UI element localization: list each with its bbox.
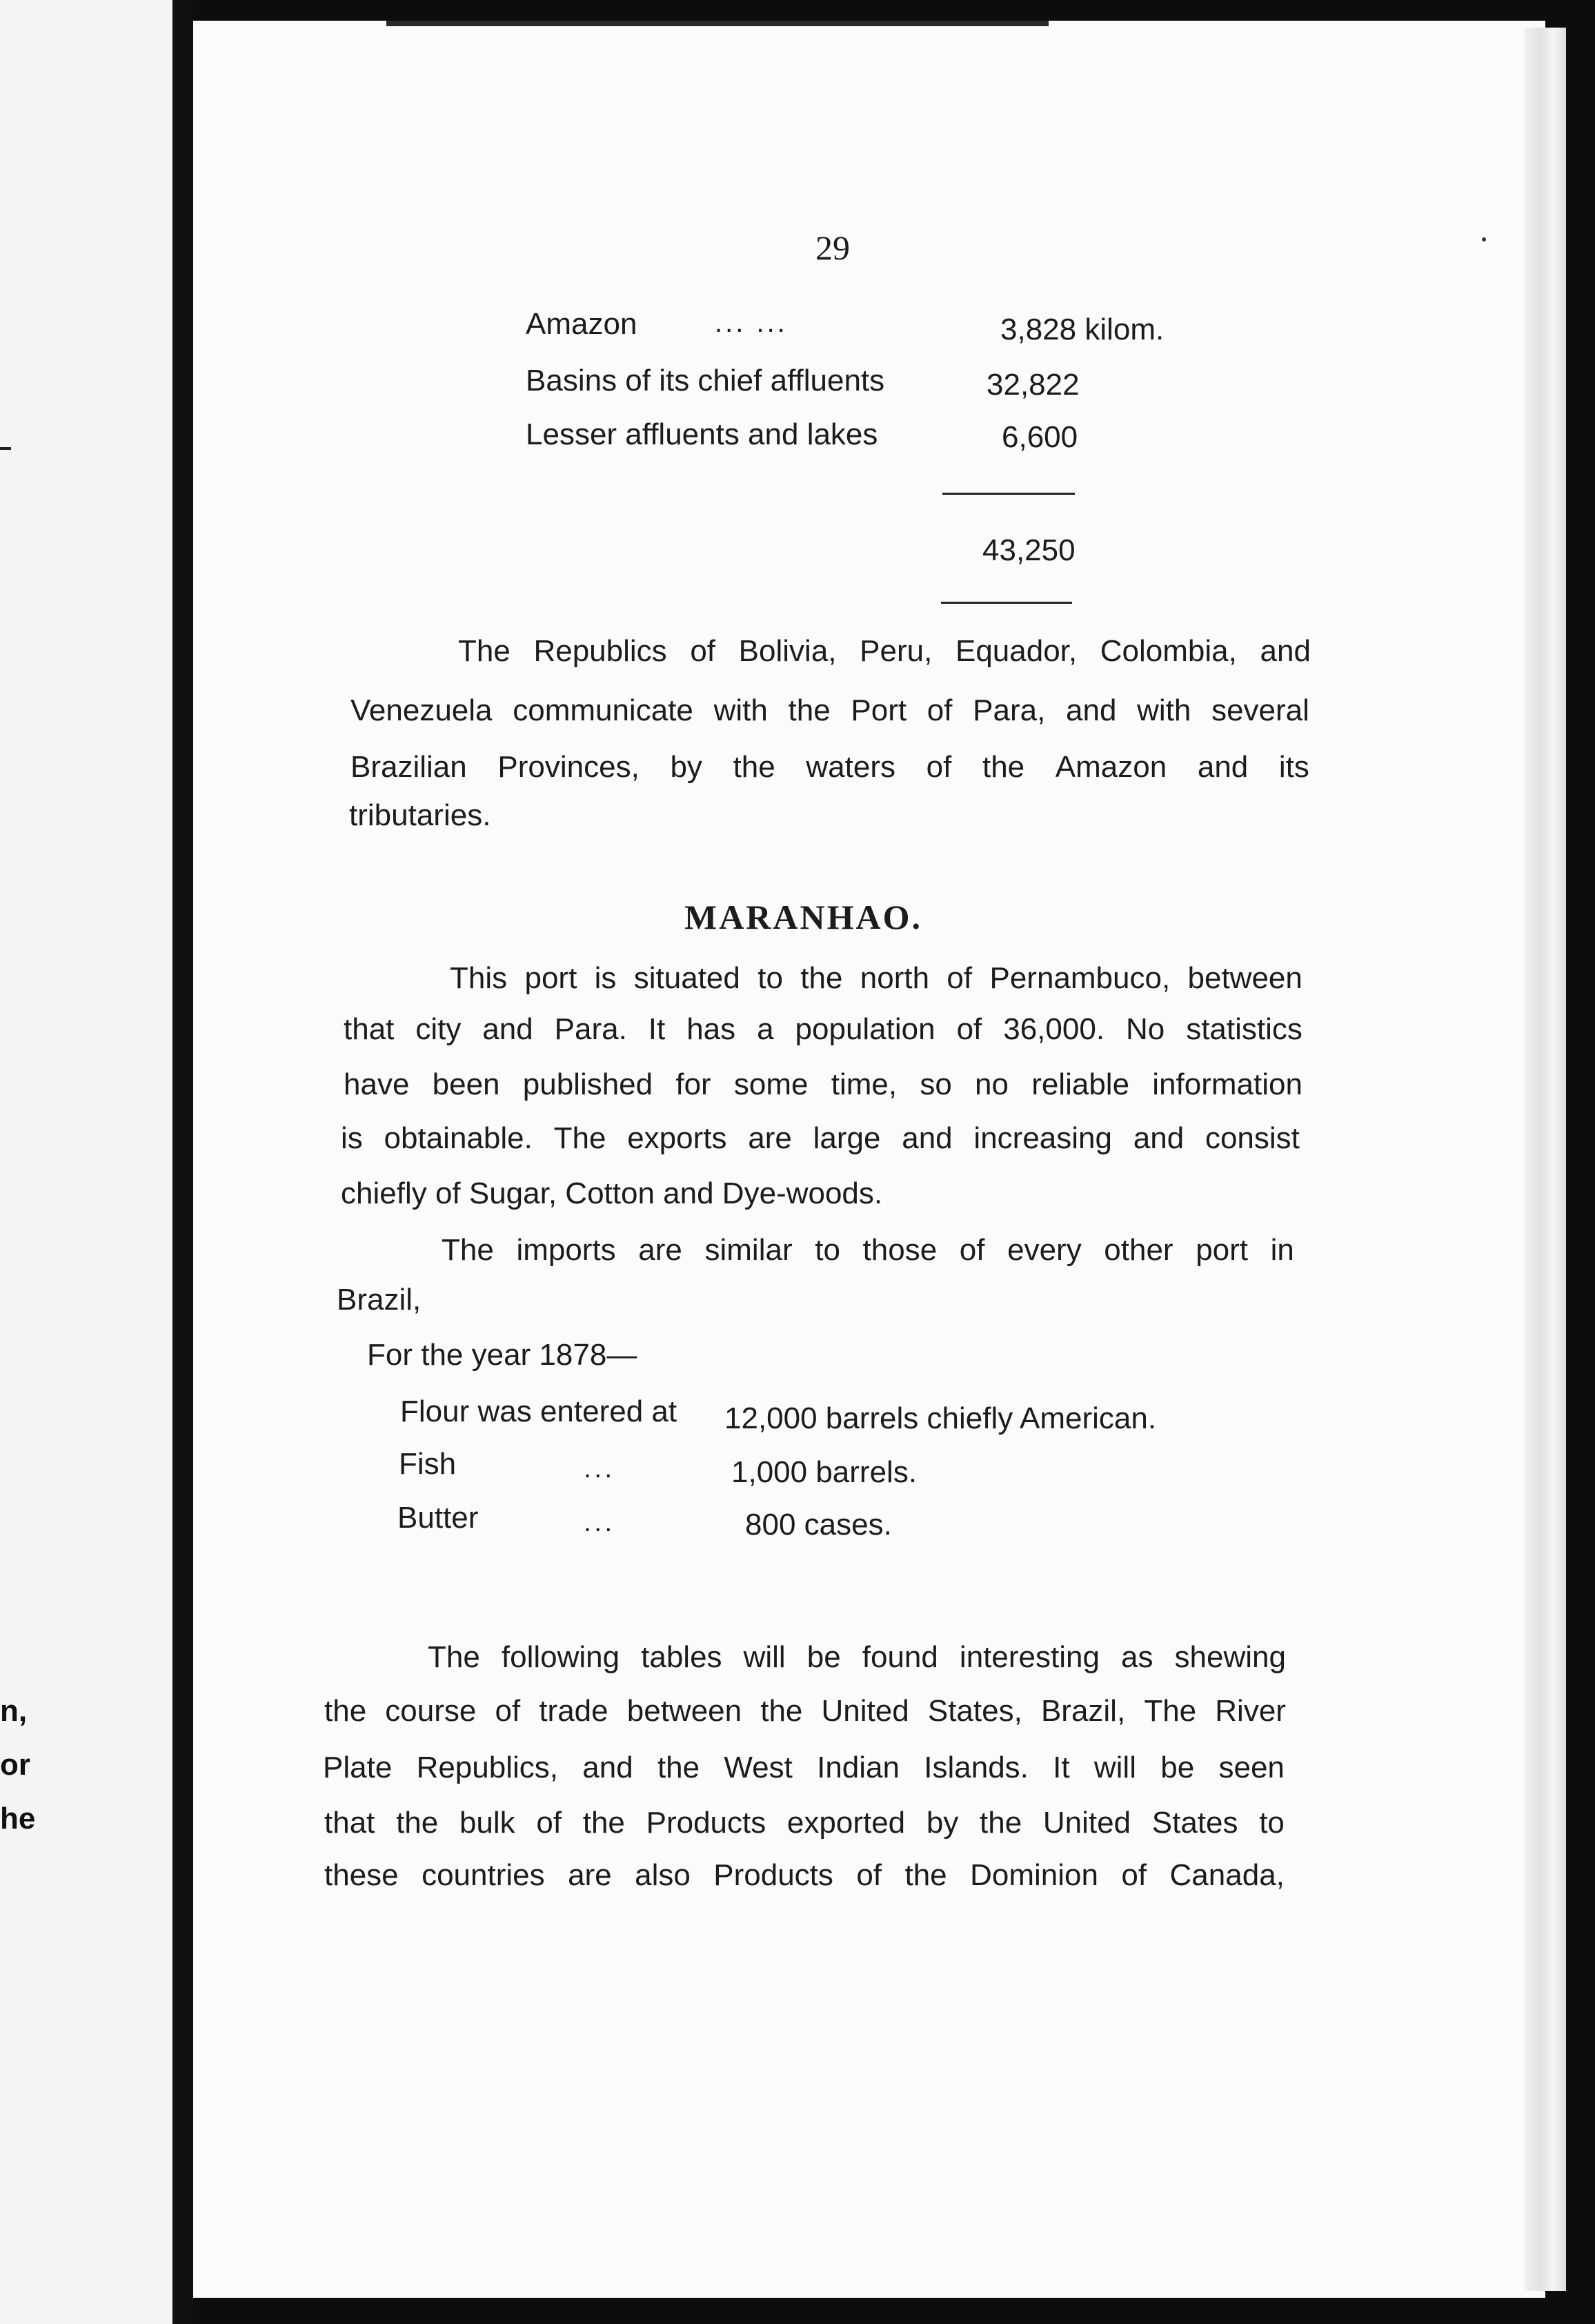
imports-row-label: Flour was entered at [400,1395,677,1428]
imports-row-dots: ... [584,1453,615,1484]
word: exports [627,1121,727,1155]
word: north [860,961,930,995]
facing-page-fragment: or [0,1748,30,1782]
word: Brazil, [1040,1694,1126,1728]
word: of [926,750,952,784]
word: the [324,1694,367,1728]
text-line: Brazil, [337,1283,422,1317]
basins-row-label: Lesser affluents and lakes [526,417,878,451]
word: the [582,1806,625,1840]
word: No [1126,1012,1165,1046]
word: shewing [1174,1640,1286,1674]
word: River [1215,1694,1286,1728]
word: have [344,1067,410,1101]
word: be [1160,1751,1195,1784]
word: of [1121,1858,1147,1892]
word: be [806,1640,841,1674]
word: between [626,1694,742,1728]
imports-row-value: 1,000 barrels. [731,1455,918,1489]
word: similar [704,1233,793,1267]
imports-row-dots: ... [584,1507,615,1537]
word: will [743,1640,786,1674]
basins-row-value: 3,828 kilom. [1000,313,1165,346]
word: situated [633,961,740,995]
word: large [813,1121,881,1155]
total-rule [941,602,1072,604]
word: will [1093,1751,1136,1784]
word: is [594,961,617,995]
word: Colombia, [1100,634,1237,668]
word: exported [786,1806,906,1840]
word: States, [927,1694,1022,1728]
text-line [323,1753,1285,1783]
word: and [1133,1121,1185,1155]
word: port [524,961,577,995]
word: The [442,1233,494,1267]
word: Republics [533,634,667,668]
word: The [428,1640,480,1674]
word: Equador, [955,634,1078,668]
word: other [1104,1233,1173,1267]
word: following [501,1640,620,1674]
word: time, [831,1067,898,1101]
word: Brazilian [350,750,467,784]
word: for [675,1067,711,1101]
word: Products [713,1858,833,1892]
word: by [670,750,702,784]
text-line [458,636,1311,667]
text-line: tributaries. [349,798,491,832]
word: population [795,1012,935,1046]
word: The [458,634,511,668]
year-line: For the year 1878— [367,1338,637,1372]
basins-total: 43,250 [982,533,1076,567]
word: Port [851,693,907,727]
word: found [862,1640,938,1674]
word: and [1260,634,1311,668]
text-line [428,1642,1286,1673]
word: with [1137,693,1191,727]
word: Provinces, [497,750,640,784]
word: Products [646,1806,766,1840]
basins-row-label: Basins of its chief affluents [526,364,885,397]
imports-row-label: Butter [397,1501,479,1535]
word: tables [641,1640,722,1674]
word: Peru, [860,634,933,668]
word: so [920,1067,952,1101]
word: Para. [554,1012,627,1046]
word: United [1042,1806,1131,1840]
word: Republics, [416,1751,558,1784]
word: port [1196,1233,1249,1267]
word: Indian [817,1751,900,1784]
basins-row-label: Amazon [526,307,637,341]
text-line [442,1235,1294,1266]
word: are [748,1121,792,1155]
word: published [522,1067,653,1101]
word: that [344,1012,395,1046]
word: with [713,693,768,727]
text-line [324,1696,1286,1726]
word: is [341,1121,363,1155]
word: of [927,693,953,727]
sum-rule [942,493,1075,495]
word: also [635,1858,691,1892]
word: Para, [973,693,1046,727]
word: West [724,1751,793,1784]
word: the [980,1806,1022,1840]
word: statistics [1186,1012,1302,1046]
word: those [862,1233,938,1267]
word: Canada, [1169,1858,1285,1892]
text-line: chiefly of Sugar, Cotton and Dye-woods. [341,1176,883,1210]
word: bulk [459,1806,515,1840]
word: as [1120,1640,1153,1674]
word: waters [806,750,895,784]
word: the [396,1806,439,1840]
word: the [760,1694,803,1728]
word: and [1066,693,1117,727]
word: Dominion [970,1858,1098,1892]
word: its [1278,750,1309,784]
word: that [324,1806,375,1840]
word: Islands. [924,1751,1029,1784]
word: trade [539,1694,608,1728]
word: United [821,1694,909,1728]
word: between [1187,961,1302,995]
word: the [982,750,1025,784]
word: Amazon [1055,750,1167,784]
word: of [690,634,716,668]
word: obtainable. [384,1121,533,1155]
word: a [757,1012,774,1046]
section-heading: MARANHAO. [684,898,923,936]
imports-row-value: 800 cases. [745,1508,892,1542]
facing-page-fragment: n, [0,1694,28,1728]
word: The [553,1121,606,1155]
word: and [902,1121,953,1155]
word: the [788,693,831,727]
word: the [657,1751,700,1784]
basins-row-value: 6,600 [1002,420,1078,454]
word: to [1259,1806,1285,1840]
page-number: 29 [815,228,850,267]
word: course [385,1694,477,1728]
word: and [582,1751,633,1784]
word: city [415,1012,462,1046]
word: reliable [1031,1067,1130,1101]
word: has [686,1012,736,1046]
word: by [926,1806,959,1840]
word: the [800,961,843,995]
word: of [959,1233,985,1267]
word: States [1151,1806,1238,1840]
word: these [324,1858,399,1892]
text-line [324,1860,1285,1891]
word: This [450,961,508,995]
word: 36,000. [1003,1012,1105,1046]
text-line [350,693,1309,727]
word: The [1144,1694,1197,1728]
word: the [733,750,775,784]
word: It [1053,1751,1070,1784]
word: communicate [513,693,693,727]
word: countries [422,1858,545,1892]
word: Pernambuco, [989,961,1171,995]
word: increasing [973,1121,1112,1155]
text-line [341,1123,1300,1154]
word: are [638,1233,682,1267]
word: Plate [323,1751,393,1784]
text-line [344,1067,1302,1101]
word: interesting [959,1640,1100,1674]
word: to [815,1233,840,1267]
word: It [648,1012,666,1046]
word: in [1270,1233,1294,1267]
word: some [733,1067,809,1101]
text-line [344,1014,1302,1045]
word: every [1007,1233,1082,1267]
word: of [947,961,973,995]
word: Bolivia, [738,634,837,668]
facing-page-fragment: he [0,1802,36,1835]
word: of [956,1012,982,1046]
word: seen [1218,1751,1285,1784]
imports-row-value: 12,000 barrels chiefly American. [724,1401,1157,1435]
basins-row-value: 32,822 [987,368,1080,402]
word: several [1211,693,1309,727]
imports-row-label: Fish [399,1447,457,1481]
word: Venezuela [350,693,493,727]
word: imports [516,1233,616,1267]
basins-row-dots: ... ... [715,308,788,338]
text-line [450,963,1302,994]
word: the [904,1858,947,1892]
text-line [350,752,1309,782]
word: and [1197,750,1249,784]
word: consist [1205,1121,1300,1155]
word: information [1152,1067,1302,1101]
word: of [495,1694,521,1728]
word: no [975,1067,1009,1101]
word: of [536,1806,562,1840]
word: and [482,1012,533,1046]
word: been [432,1067,500,1101]
text-line [324,1808,1285,1838]
word: to [757,961,783,995]
word: of [856,1858,882,1892]
word: are [568,1858,612,1892]
